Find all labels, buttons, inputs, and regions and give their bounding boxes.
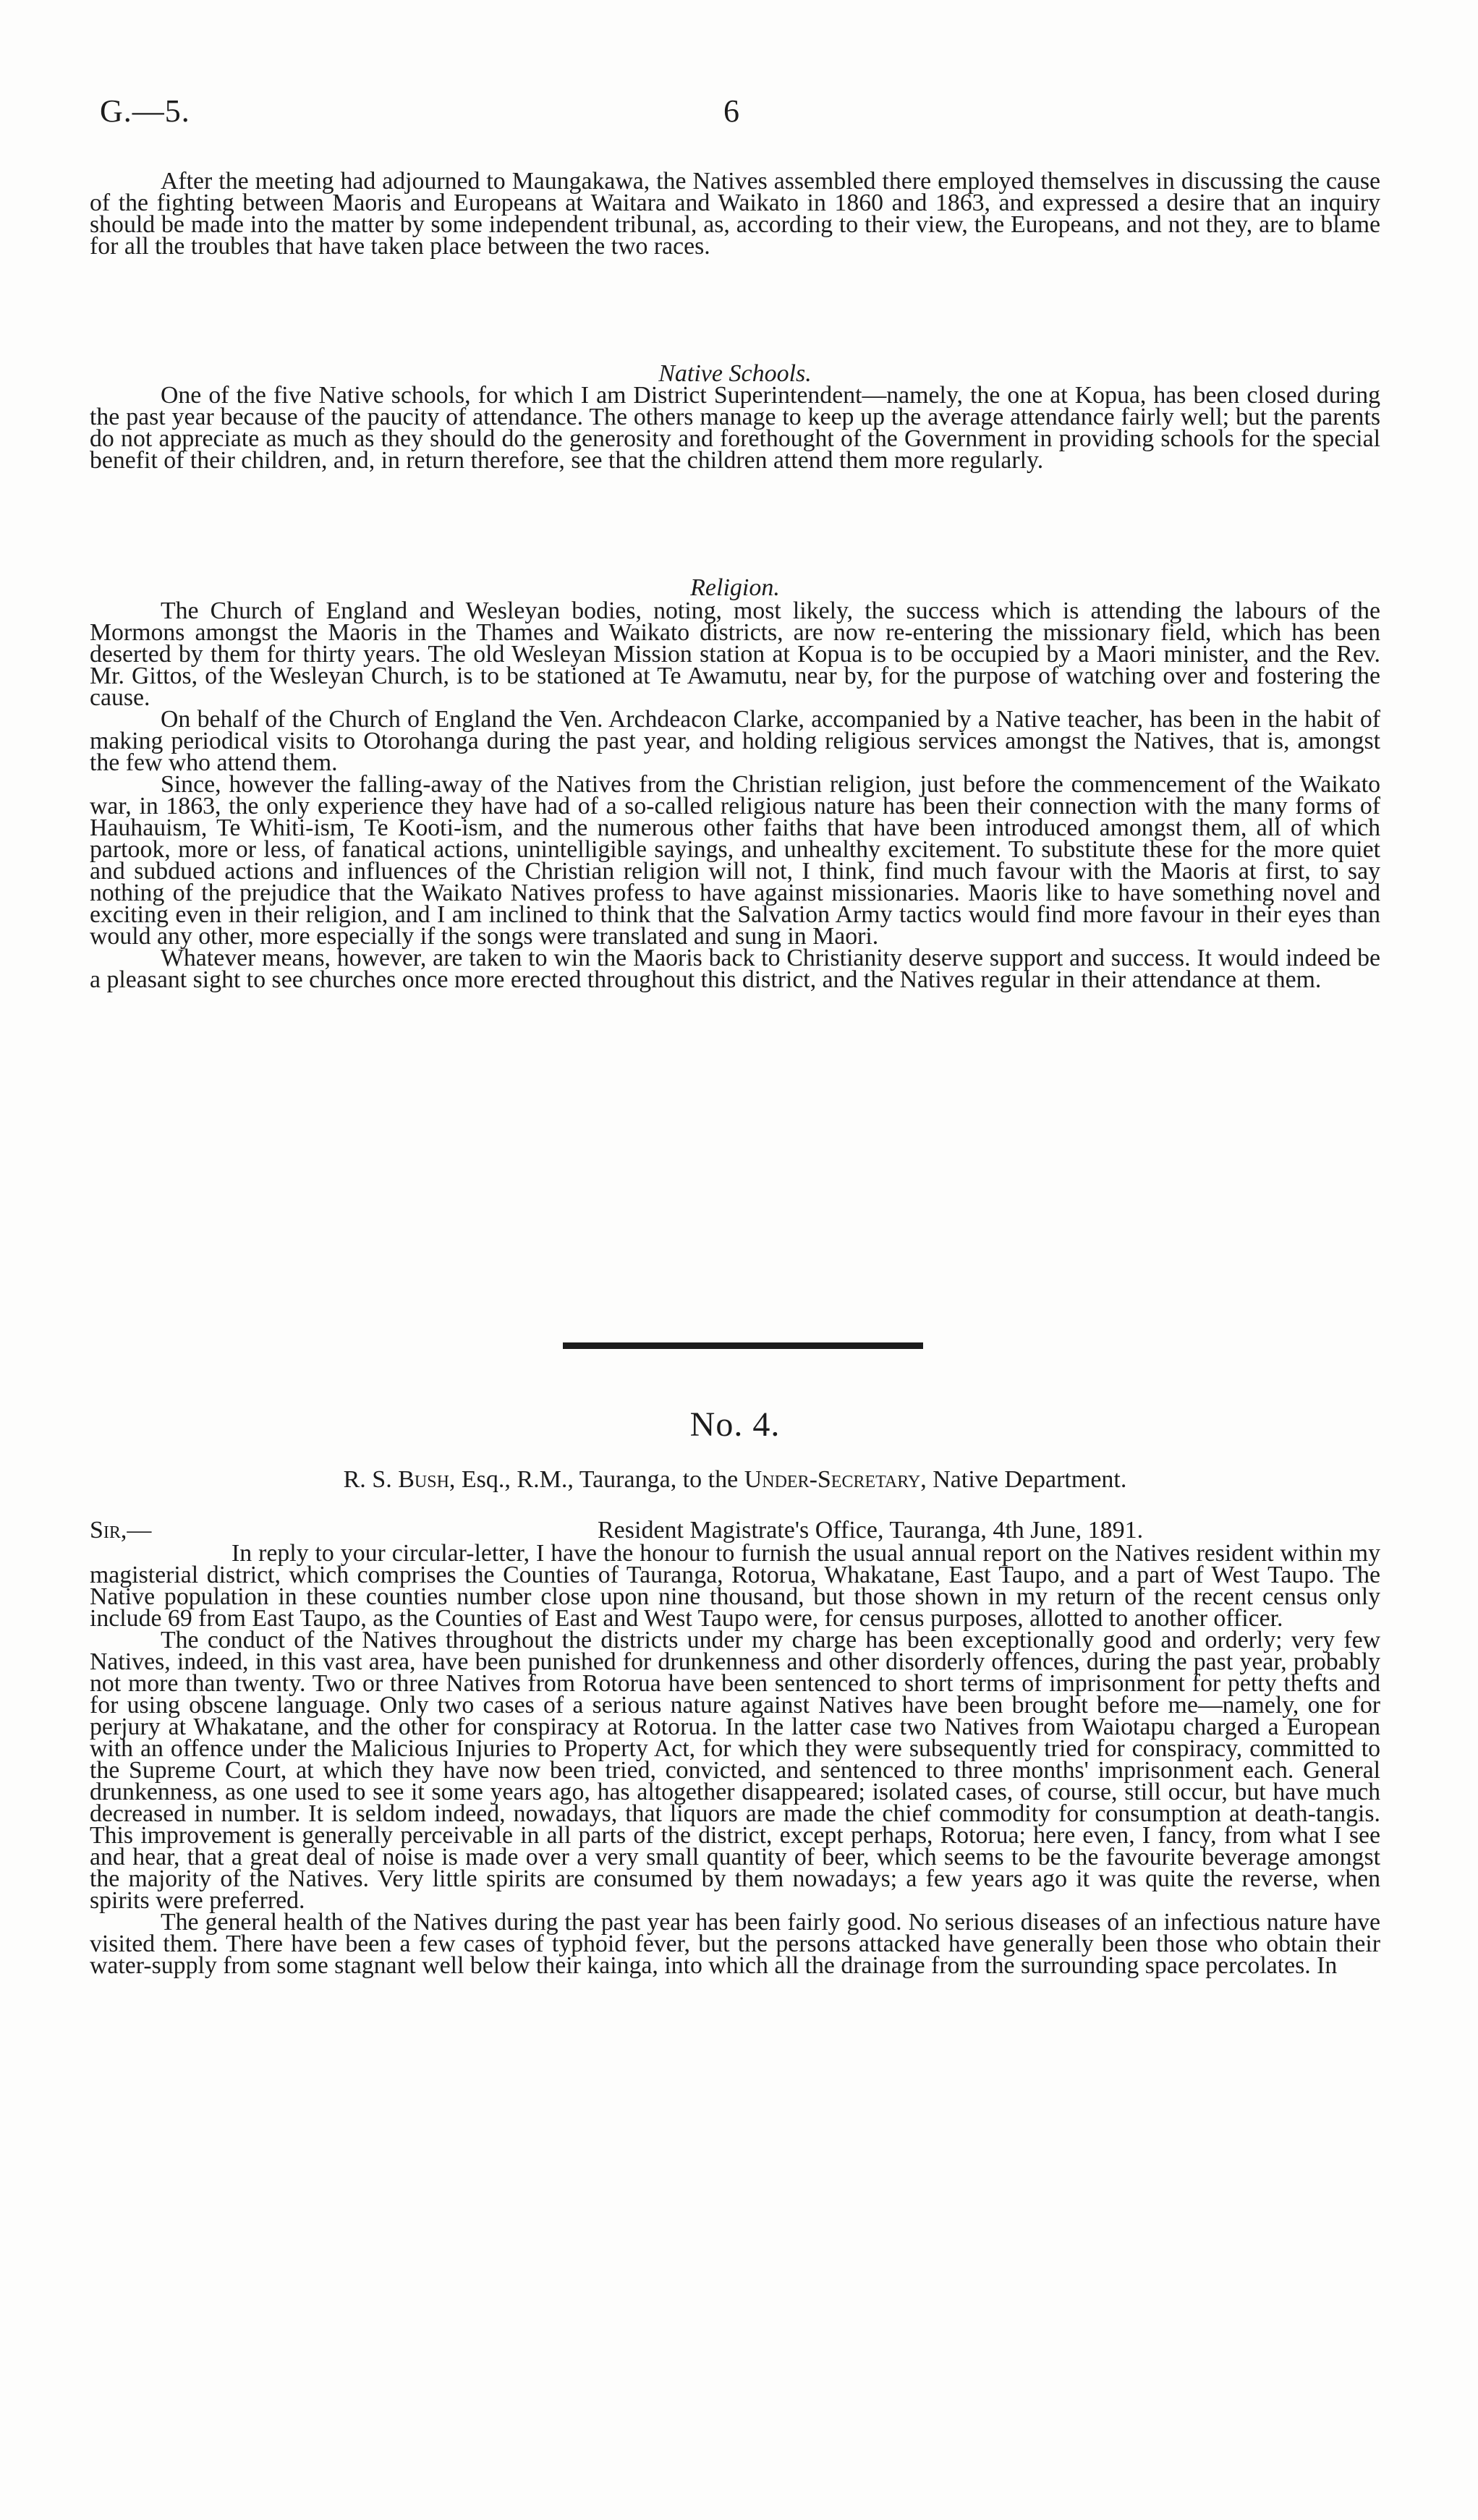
letter-number: No. 4. xyxy=(689,1405,781,1444)
paragraph: The Church of England and Wesleyan bodies, noting, most likely, the success which is attending the labours of the Mormons amongst the Maoris in the Thames and Waikato districts, are now re-entering the missionary field, which has been deserted by them for thirty years. The old Wesleyan Mission station at Kopua is to be occupied by a Maori minister, and the Rev. Mr. Gittos, of the Wesleyan Church, is to be stationed at Te Awamutu, near by, for the purpose of watching over and fostering the cause. xyxy=(90,597,1380,711)
letter-address xyxy=(90,1466,1380,1494)
sender-details: , Esq., R.M., Tauranga, to the xyxy=(449,1466,744,1493)
paragraph: Whatever means, however, are taken to win the Maoris back to Christianity deserve support and success. It would indeed be a pleasant sight to see churches once more erected throughout this district, and the Natives regular in their attendance at them. xyxy=(90,945,1380,993)
salutation-text: Sir,— xyxy=(90,1517,152,1544)
section-heading-religion: Religion. xyxy=(690,574,780,601)
letter-dateline: Resident Magistrate's Office, Tauranga, 4th June, 1891. xyxy=(598,1517,1144,1544)
paragraph: In reply to your circular-letter, I have the honour to furnish the usual annual report on the Natives resident within my magisterial district, which comprises the Counties of Tauranga, Rotorua, Whakatane, East Taupo, and a part of West Taupo. The Native population in these counties number close upon nine thousand, but those shown in my return of the recent census only include 69 from East Taupo, as the Counties of East and West Taupo were, for census purposes, allotted to another officer. xyxy=(90,1540,1380,1632)
page-number: 6 xyxy=(723,93,739,129)
salutation xyxy=(90,1517,151,1544)
religion-section xyxy=(90,597,1380,993)
recipient-department: , Native Department. xyxy=(920,1466,1127,1493)
paragraph: On behalf of the Church of England the Ven. Archdeacon Clarke, accompanied by a Native teacher, has been in the habit of making periodical visits to Otorohanga during the past year, and holding religious services amongst the Natives, that is, amongst the few who attend them. xyxy=(90,706,1380,776)
document-reference: G.—5. xyxy=(100,93,190,129)
section-heading-native-schools: Native Schools. xyxy=(658,360,812,387)
paragraph: After the meeting had adjourned to Maungakawa, the Natives assembled there employed themselves in discussing the cause of the fighting between Maoris and Europeans at Waitara and Waikato in 1860 and 1863, and expressed a desire that an inquiry should be made into the matter by some independent tribunal, as, according to their view, the Europeans, and not they, are to blame for all the troubles that have taken place between the two races. xyxy=(90,168,1380,260)
paragraph: The conduct of the Natives throughout the districts under my charge has been exceptionally good and orderly; very few Natives, indeed, in this vast area, have been punished for drunkenness and other disorderly offences, during the past year, probably not more than twenty. Two or three Natives from Rotorua have been sentenced to short terms of imprisonment for petty thefts and for using obscene language. Only two cases of a serious nature against Natives have been brought before me—namely, one for perjury at Whakatane, and the other for conspiracy at Rotorua. In the latter case two Natives from Waiotapu charged a European with an offence under the Malicious Injuries to Property Act, for which they were subsequently tried for conspiracy, committed to the Supreme Court, at which they have now been tried, convicted, and sentenced to three months' imprisonment each. General drunkenness, as one used to see it some years ago, has altogether disappeared; isolated cases, of course, still occur, but have much decreased in number. It is seldom indeed, nowadays, that liquors are made the chief commodity for consumption at death-tangis. This improvement is generally perceivable in all parts of the district, except perhaps, Rotorua; here even, I fancy, from what I see and hear, that a great deal of noise is made over a very small quantity of beer, which seems to be the favourite beverage amongst the majority of the Natives. Very little spirits are consumed by them nowadays; a few years ago it was quite the reverse, when spirits were preferred. xyxy=(90,1627,1380,1914)
letter-body xyxy=(90,1540,1380,1979)
section-divider xyxy=(563,1342,923,1349)
recipient-title: Under-Secretary xyxy=(744,1466,921,1493)
paragraph: The general health of the Natives during the past year has been fairly good. No serious diseases of an infectious nature have visited them. There have been a few cases of typhoid fever, but the persons attacked have generally been those who obtain their water-supply from some stagnant well below their kainga, into which all the drainage from the surrounding space percolates. In xyxy=(90,1909,1380,1979)
native-schools-section xyxy=(90,382,1380,474)
sender-name: R. S. Bush xyxy=(343,1466,449,1493)
paragraph: One of the five Native schools, for which I am District Superintendent—namely, the one at Kopua, has been closed during the past year because of the paucity of attendance. The others manage to keep up the average attendance fairly well; but the parents do not appreciate as much as they should do the generosity and forethought of the Government in providing schools for the special benefit of their children, and, in return therefore, see that the children attend them more regularly. xyxy=(90,382,1380,474)
paragraph: Since, however the falling-away of the Natives from the Christian religion, just before the commencement of the Waikato war, in 1863, the only experience they have had of a so-called religious nature has been their connection with the many forms of Hauhauism, Te Whiti-ism, Te Kooti-ism, and the numerous other faiths that have been introduced amongst them, all of which partook, more or less, of fanatical actions, unintelligible sayings, and unhealthy excitement. To substitute these for the more quiet and subdued actions and influences of the Christian religion will not, I think, find much favour with the Maoris at first, to say nothing of the prejudice that the Waikato Natives profess to have against missionaries. Maoris like to have something novel and exciting even in their religion, and I am inclined to think that the Salvation Army tactics would find more favour in their eyes than would any other, more especially if the songs were translated and sung in Maori. xyxy=(90,771,1380,950)
meeting-section xyxy=(90,168,1380,260)
